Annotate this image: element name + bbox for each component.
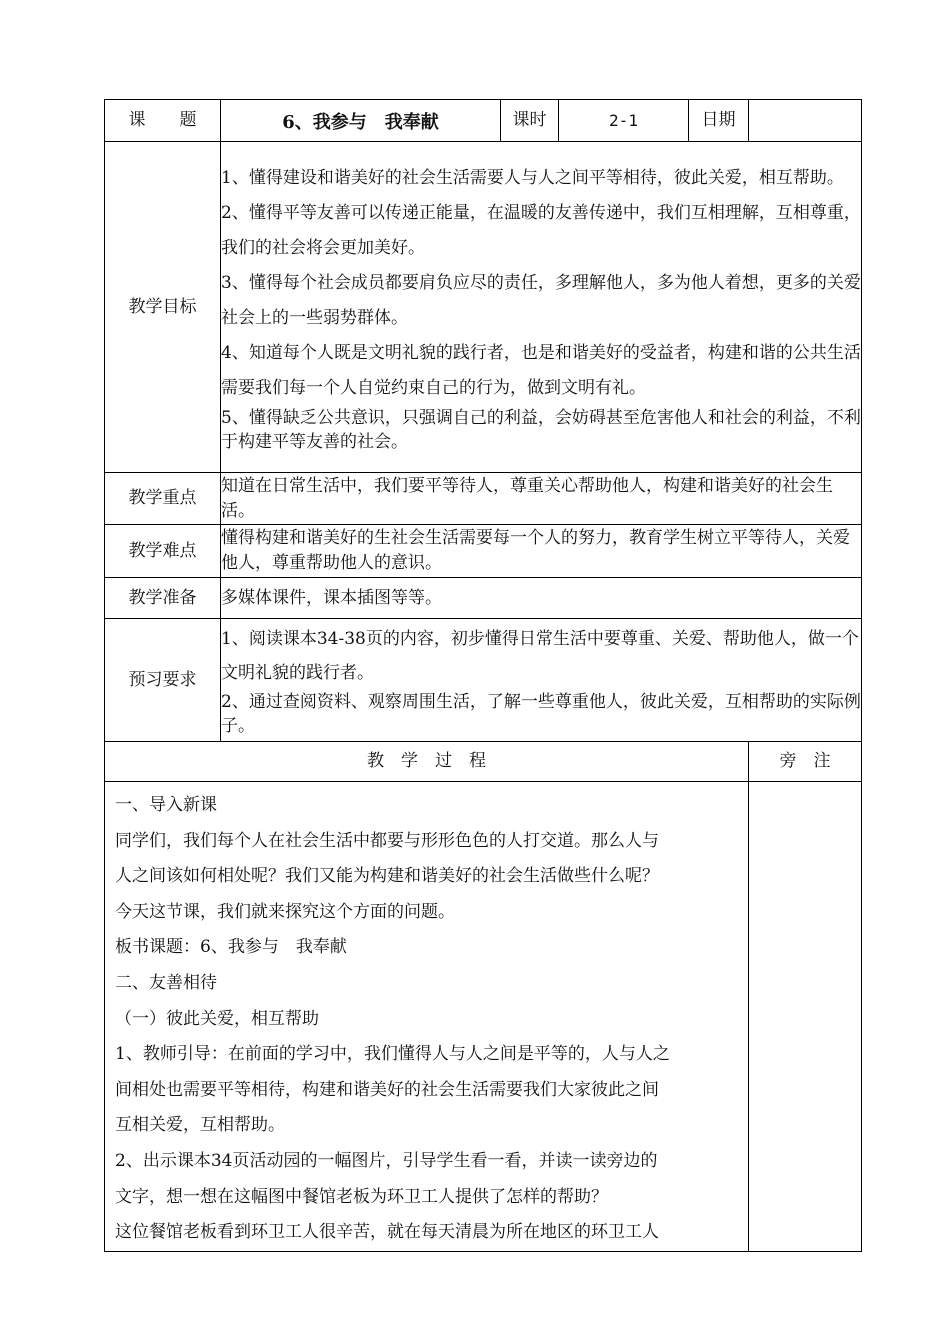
period-label: 课时	[501, 100, 559, 142]
process-line: 今天这节课，我们就来探究这个方面的问题。	[115, 901, 455, 922]
period-value: 2-1	[559, 100, 689, 142]
process-line: 文字，想一想在这幅图中餐馆老板为环卫工人提供了怎样的帮助？	[115, 1186, 608, 1207]
process-line: 二、友善相待	[115, 972, 217, 993]
notes-column	[749, 782, 862, 1252]
difficulties-text: 懂得构建和谐美好的生社会生活需要每一个人的努力，教育学生树立平等待人，关爱他人，尊重帮助他人的意识。	[221, 528, 850, 573]
objective-item: 1、懂得建设和谐美好的社会生活需要人与人之间平等相待，彼此关爱，相互帮助。	[221, 167, 844, 188]
process-header: 教 学 过 程	[105, 742, 749, 782]
process-line: （一）彼此关爱，相互帮助	[115, 1008, 319, 1029]
preparation-row	[105, 578, 862, 619]
process-line: 互相关爱，互相帮助。	[115, 1115, 285, 1136]
process-content	[105, 782, 749, 1252]
preview-item: 2、通过查阅资料、观察周围生活，了解一些尊重他人，彼此关爱，互相帮助的实际例子。	[221, 692, 861, 736]
preview-row	[105, 619, 862, 742]
subject-label: 课 题	[105, 100, 221, 142]
objective-item: 4、知道每个人既是文明礼貌的践行者，也是和谐美好的受益者，构建和谐的公共生活需要我们每一个人自觉约束自己的行为，做到文明有礼。	[221, 342, 861, 398]
objective-item: 3、懂得每个社会成员都要肩负应尽的责任，多理解他人，多为他人着想，更多的关爱社会上的一些弱势群体。	[221, 272, 861, 328]
objective-item: 2、懂得平等友善可以传递正能量，在温暖的友善传递中，我们互相理解，互相尊重，我们的社会将会更加美好。	[221, 202, 861, 258]
notes-header: 旁 注	[749, 742, 862, 782]
objectives-label: 教学目标	[105, 142, 221, 473]
lesson-plan-table	[104, 99, 862, 1252]
process-line: 同学们，我们每个人在社会生活中都要与形形色色的人打交道。那么人与	[115, 830, 659, 851]
process-header-row	[105, 742, 862, 782]
key-points-content	[221, 473, 862, 525]
key-points-row	[105, 473, 862, 525]
key-points-label: 教学重点	[105, 473, 221, 525]
process-line: 2、出示课本34页活动园的一幅图片，引导学生看一看，并读一读旁边的	[115, 1150, 658, 1171]
preview-label: 预习要求	[105, 619, 221, 742]
preparation-label: 教学准备	[105, 578, 221, 619]
preview-item: 1、阅读课本34-38页的内容，初步懂得日常生活中要尊重、关爱、帮助他人，做一个文明礼貌的践行者。	[221, 629, 859, 683]
objectives-row	[105, 142, 862, 473]
difficulties-content	[221, 525, 862, 578]
header-row	[105, 100, 862, 142]
process-line: 1、教师引导：在前面的学习中，我们懂得人与人之间是平等的，人与人之	[115, 1044, 670, 1065]
process-line: 人之间该如何相处呢？我们又能为构建和谐美好的社会生活做些什么呢？	[115, 866, 659, 887]
process-line: 间相处也需要平等相待，构建和谐美好的社会生活需要我们大家彼此之间	[115, 1079, 659, 1100]
objective-item: 5、懂得缺乏公共意识，只强调自己的利益，会妨碍甚至危害他人和社会的利益，不利于构建平等友善的社会。	[221, 407, 861, 452]
process-line: 一、导入新课	[115, 795, 217, 815]
date-value	[749, 100, 862, 142]
difficulties-label: 教学难点	[105, 525, 221, 578]
lesson-title: 6、我参与 我奉献	[221, 100, 501, 142]
process-line: 这位餐馆老板看到环卫工人很辛苦，就在每天清晨为所在地区的环卫工人	[115, 1222, 659, 1243]
preview-content	[221, 619, 862, 742]
key-points-text: 知道在日常生活中，我们要平等待人，尊重关心帮助他人，构建和谐美好的社会生活。	[221, 475, 833, 521]
objectives-content	[221, 142, 862, 473]
date-label: 日期	[689, 100, 749, 142]
process-line: 板书课题：6、我参与 我奉献	[115, 937, 347, 958]
preparation-content	[221, 578, 862, 619]
difficulties-row	[105, 525, 862, 578]
preparation-text: 多媒体课件，课本插图等等。	[221, 587, 442, 608]
process-body-row	[105, 782, 862, 1252]
